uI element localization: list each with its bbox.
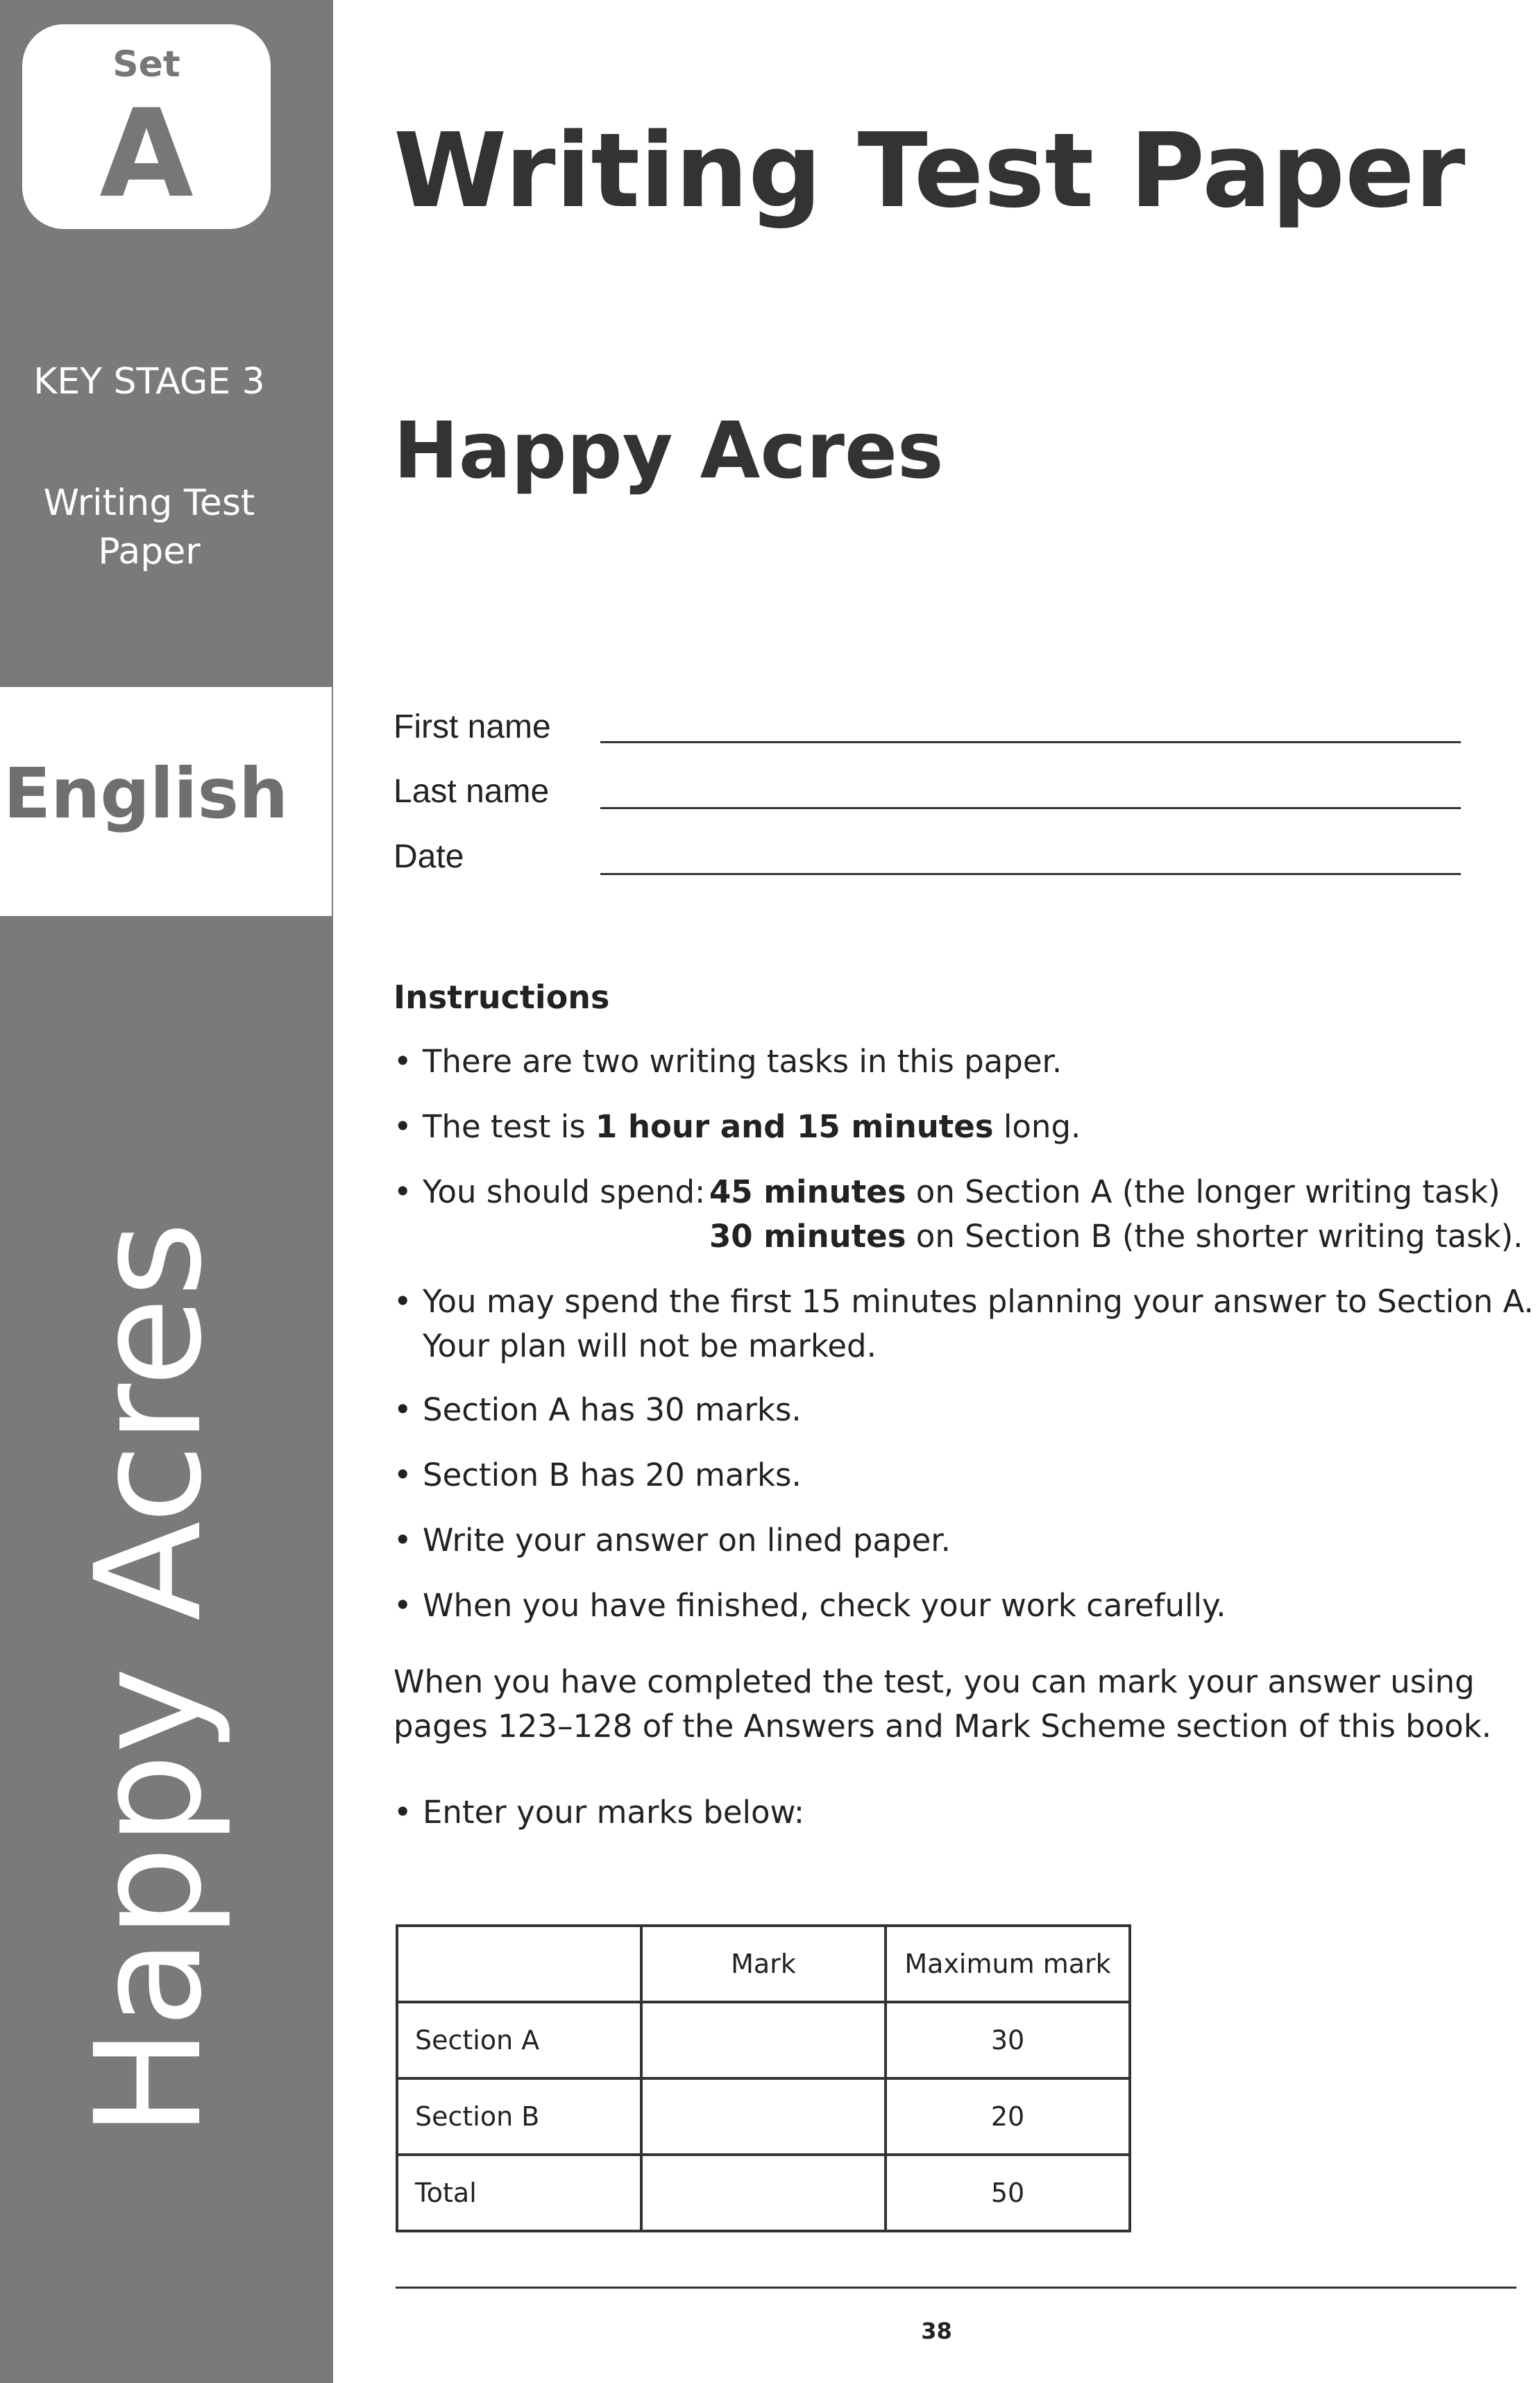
max-mark-cell: 50 [886, 2155, 1130, 2231]
instruction-text: The test is 1 hour and 15 minutes long. [423, 1108, 1081, 1145]
subject-band [0, 687, 332, 916]
first-name-label: First name [394, 709, 551, 745]
instruction-text: Write your answer on lined paper. [423, 1522, 951, 1559]
row-label: Section B [397, 2078, 641, 2155]
instruction-text: Enter your marks below: [423, 1794, 805, 1831]
spend-section-a: 45 minutes on Section A (the longer writing task) [709, 1173, 1500, 1210]
instructions-heading: Instructions [394, 978, 610, 1016]
bullet-icon: • [394, 1587, 412, 1624]
mark-entry-cell[interactable] [641, 2078, 886, 2155]
sidebar-title-line-1: Writing Test [43, 482, 255, 524]
last-name-label: Last name [394, 773, 550, 810]
first-name-line[interactable] [600, 741, 1461, 743]
instruction-text: When you have finished, check your work carefully. [423, 1587, 1226, 1624]
bullet-icon: • [394, 1108, 412, 1145]
mark-entry-cell[interactable] [641, 2155, 886, 2231]
bullet-icon: • [394, 1283, 412, 1320]
bullet-icon: • [394, 1794, 412, 1831]
instruction-text: You should spend: [423, 1173, 706, 1210]
page-number: 38 [921, 2318, 952, 2344]
sidebar [0, 0, 333, 2383]
table-row [397, 2078, 1130, 2155]
set-badge [22, 24, 271, 229]
sidebar-paper-title [0, 479, 298, 576]
bullet-icon: • [394, 1173, 412, 1210]
row-label: Section A [397, 2002, 641, 2078]
table-header-cell: Mark [641, 1926, 886, 2002]
bullet-icon: • [394, 1522, 412, 1559]
bullet-icon: • [394, 1043, 412, 1080]
max-mark-cell: 30 [886, 2002, 1130, 2078]
marking-paragraph-line-1: When you have completed the test, you can mark your answer using [394, 1663, 1475, 1700]
bullet-icon: • [394, 1391, 412, 1428]
page-subtitle: Happy Acres [394, 406, 944, 496]
instruction-text: Section B has 20 marks. [423, 1457, 802, 1493]
date-label: Date [394, 838, 464, 875]
key-stage-label: KEY STAGE 3 [33, 361, 265, 402]
set-label: Set [112, 44, 180, 85]
sidebar-title-line-2: Paper [98, 531, 201, 573]
table-row [397, 2155, 1130, 2231]
table-header-cell [397, 1926, 641, 2002]
instruction-text: Section A has 30 marks. [423, 1391, 802, 1428]
instruction-text: You may spend the first 15 minutes planning your answer to Section A. Your plan will not be marked. [423, 1283, 1534, 1364]
table-row [397, 2002, 1130, 2078]
table-header-row [397, 1926, 1130, 2002]
date-line[interactable] [600, 873, 1461, 875]
marking-paragraph-line-2: pages 123–128 of the Answers and Mark Scheme section of this book. [394, 1708, 1492, 1745]
mark-entry-cell[interactable] [641, 2002, 886, 2078]
subject-label: English [3, 753, 289, 834]
row-label: Total [397, 2155, 641, 2231]
vertical-paper-title: Happy Acres [64, 1221, 234, 2137]
footer-rule [396, 2287, 1516, 2289]
instruction-text: There are two writing tasks in this paper. [423, 1043, 1063, 1080]
table-header-cell: Maximum mark [886, 1926, 1130, 2002]
marks-table [396, 1924, 1131, 2232]
bullet-icon: • [394, 1457, 412, 1493]
max-mark-cell: 20 [886, 2078, 1130, 2155]
set-letter: A [99, 84, 194, 225]
page-title: Writing Test Paper [394, 111, 1466, 230]
last-name-line[interactable] [600, 807, 1461, 809]
spend-section-b: 30 minutes on Section B (the shorter writing task). [709, 1218, 1523, 1255]
